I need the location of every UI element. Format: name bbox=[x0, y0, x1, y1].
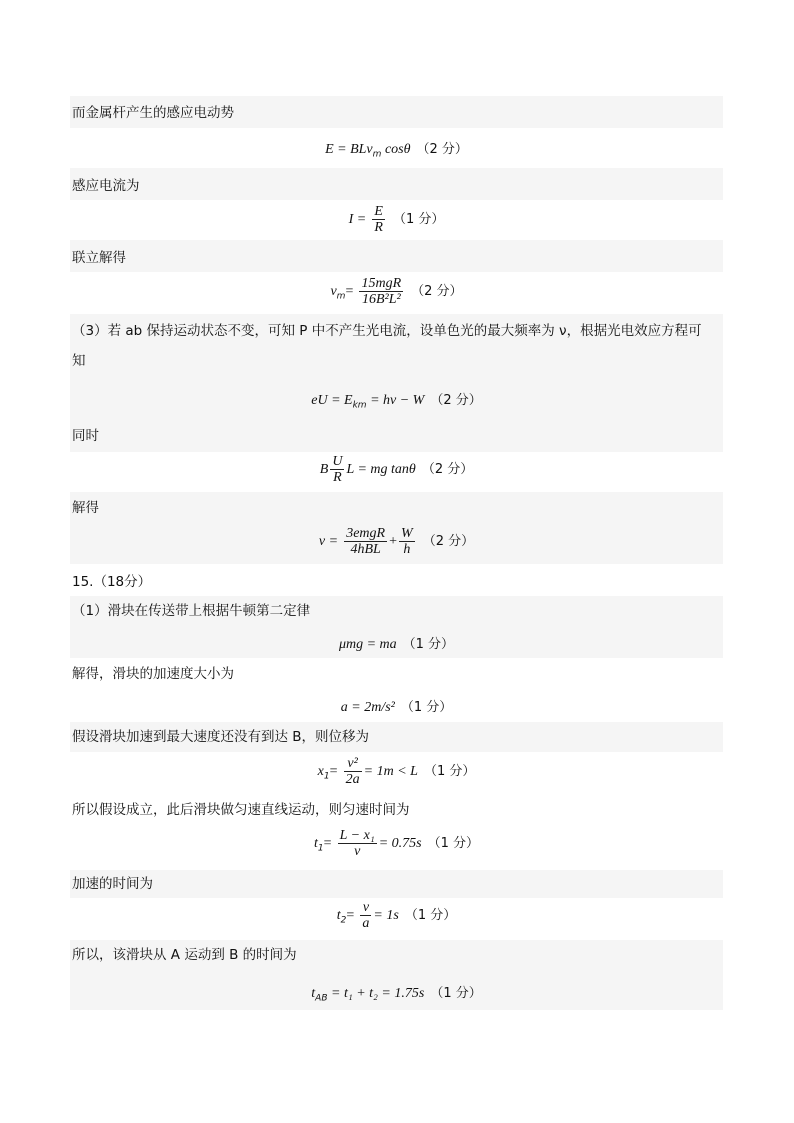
equation-frequency bbox=[70, 522, 723, 564]
equation-emf bbox=[70, 128, 723, 168]
eq-current-fraction bbox=[372, 204, 385, 235]
frac-num: E bbox=[374, 204, 383, 219]
eq-t1-sub: 1 bbox=[317, 843, 324, 854]
eq-t1-fraction bbox=[338, 828, 377, 859]
frac-num: W bbox=[401, 526, 413, 541]
eq-t1-tail: = 0.75s bbox=[378, 836, 422, 851]
eq-t2-tail: = 1s bbox=[373, 908, 399, 923]
accel-time-text: 加速的时间为 bbox=[72, 876, 153, 892]
frac-den: 2a bbox=[345, 772, 360, 787]
eq-disp-eq: = bbox=[329, 764, 338, 779]
question-15-heading bbox=[70, 566, 723, 596]
eq-acc-body: a = 2m/s² bbox=[340, 700, 395, 715]
text-line-part3 bbox=[70, 314, 723, 380]
score-current: （1 分） bbox=[392, 212, 445, 227]
text-line-meanwhile bbox=[70, 420, 723, 452]
score-freq: （2 分） bbox=[422, 534, 475, 549]
current-intro-text: 感应电流为 bbox=[72, 178, 140, 194]
newton-text: （1）滑块在传送带上根据牛顿第二定律 bbox=[72, 603, 311, 619]
frac-num: U bbox=[332, 454, 343, 469]
eq-fb-b: B bbox=[319, 462, 329, 477]
equation-acceleration bbox=[70, 690, 723, 720]
eq-freq-fraction-2 bbox=[399, 526, 415, 557]
eq-freq-fraction-1 bbox=[344, 526, 387, 557]
text-line-emf-intro bbox=[70, 96, 723, 128]
frac-num: v bbox=[360, 900, 371, 916]
meanwhile-text: 同时 bbox=[72, 428, 99, 444]
text-line-uniform bbox=[70, 796, 723, 826]
eq-vm-lhs: v bbox=[330, 284, 337, 299]
equation-newton bbox=[70, 626, 723, 658]
frac-den: 16B²L² bbox=[361, 292, 401, 307]
eq-pe-body: eU = E bbox=[311, 393, 353, 408]
assumption-text: 假设滑块加速到最大速度还没有到达 B，则位移为 bbox=[72, 729, 370, 745]
frac-den: h bbox=[403, 542, 411, 557]
frac-num: 3emgR bbox=[346, 526, 386, 541]
equation-displacement bbox=[70, 752, 723, 796]
eq-freq-lhs: ν = bbox=[318, 534, 339, 549]
solve-text: 联立解得 bbox=[72, 250, 126, 266]
eq-emf-body: E = BLv bbox=[325, 142, 373, 157]
eq-pe-tail: = hν − W bbox=[366, 393, 425, 408]
score-pe: （2 分） bbox=[430, 393, 482, 408]
score-vm: （2 分） bbox=[411, 284, 463, 299]
score-total: （1 分） bbox=[430, 986, 482, 1001]
frac-den: R bbox=[333, 470, 342, 485]
eq-disp-lhs: x bbox=[317, 764, 324, 779]
eq-vm-sub: m bbox=[336, 291, 346, 302]
eq-t2-fraction bbox=[360, 900, 371, 931]
acceleration-text: 解得，滑块的加速度大小为 bbox=[72, 666, 234, 682]
score-t2: （1 分） bbox=[404, 908, 457, 923]
eq-fb-tail: L = mg tanθ bbox=[346, 462, 416, 477]
frac-den: a bbox=[362, 916, 370, 931]
eq-t2-sub: 2 bbox=[340, 915, 347, 926]
score-t1: （1 分） bbox=[427, 836, 480, 851]
emf-intro-text: 而金属杆产生的感应电动势 bbox=[72, 105, 234, 121]
eq-newton-body: μmg = ma bbox=[338, 637, 397, 652]
frac-den: v bbox=[354, 844, 361, 859]
question-15-text: 15.（18分） bbox=[72, 574, 152, 590]
text-line-result bbox=[70, 492, 723, 522]
eq-current-lhs: I = bbox=[348, 212, 367, 227]
frac-num: v² bbox=[344, 756, 362, 772]
text-line-acceleration bbox=[70, 658, 723, 690]
score-emf: （2 分） bbox=[416, 142, 468, 157]
eq-fb-fraction bbox=[330, 454, 344, 485]
eq-freq-plus: + bbox=[389, 534, 398, 549]
frac-num: L − x₁ bbox=[339, 828, 375, 843]
eq-total-lhs: t bbox=[311, 986, 316, 1001]
equation-total-time bbox=[70, 972, 723, 1010]
frac-den: R bbox=[374, 220, 383, 235]
eq-vm-eq: = bbox=[345, 284, 354, 299]
eq-total-tail: = t₁ + t₂ = 1.75s bbox=[327, 986, 425, 1001]
eq-total-sub: AB bbox=[315, 993, 328, 1004]
eq-emf-sub: m bbox=[372, 149, 382, 160]
part3-text-line2: 知 bbox=[72, 353, 86, 369]
equation-current bbox=[70, 200, 723, 240]
text-line-total bbox=[70, 940, 723, 972]
eq-t2-eq: = bbox=[346, 908, 355, 923]
score-newton: （1 分） bbox=[402, 637, 455, 652]
eq-t2-lhs: t bbox=[336, 908, 341, 923]
eq-emf-tail: cosθ bbox=[381, 142, 411, 157]
score-disp: （1 分） bbox=[423, 764, 476, 779]
eq-t1-lhs: t bbox=[313, 836, 318, 851]
frac-num: 15mgR bbox=[361, 276, 402, 291]
equation-photoelectric bbox=[70, 380, 723, 420]
eq-disp-fraction bbox=[344, 756, 362, 787]
equation-vm bbox=[70, 272, 723, 314]
score-fb: （2 分） bbox=[421, 462, 474, 477]
score-acc: （1 分） bbox=[400, 700, 453, 715]
equation-t1 bbox=[70, 826, 723, 870]
text-line-current-intro bbox=[70, 168, 723, 200]
part3-text-line1: （3）若 ab 保持运动状态不变，可知 P 中不产生光电流，设单色光的最大频率为 ν，根据光电效应方程可 bbox=[72, 323, 702, 339]
total-text: 所以，该滑块从 A 运动到 B 的时间为 bbox=[72, 947, 297, 963]
frac-den: 4hBL bbox=[350, 542, 381, 557]
result-text: 解得 bbox=[72, 500, 99, 516]
text-line-assumption bbox=[70, 722, 723, 752]
eq-vm-fraction bbox=[359, 276, 403, 307]
eq-disp-sub: 1 bbox=[323, 771, 330, 782]
text-line-accel-time bbox=[70, 870, 723, 898]
text-line-solve bbox=[70, 240, 723, 272]
uniform-text: 所以假设成立，此后滑块做匀速直线运动，则匀速时间为 bbox=[72, 802, 410, 818]
equation-t2 bbox=[70, 898, 723, 940]
eq-pe-sub: km bbox=[352, 400, 367, 411]
eq-disp-tail: = 1m < L bbox=[363, 764, 418, 779]
equation-force-balance bbox=[70, 452, 723, 492]
eq-t1-eq: = bbox=[323, 836, 332, 851]
text-line-newton bbox=[70, 596, 723, 626]
